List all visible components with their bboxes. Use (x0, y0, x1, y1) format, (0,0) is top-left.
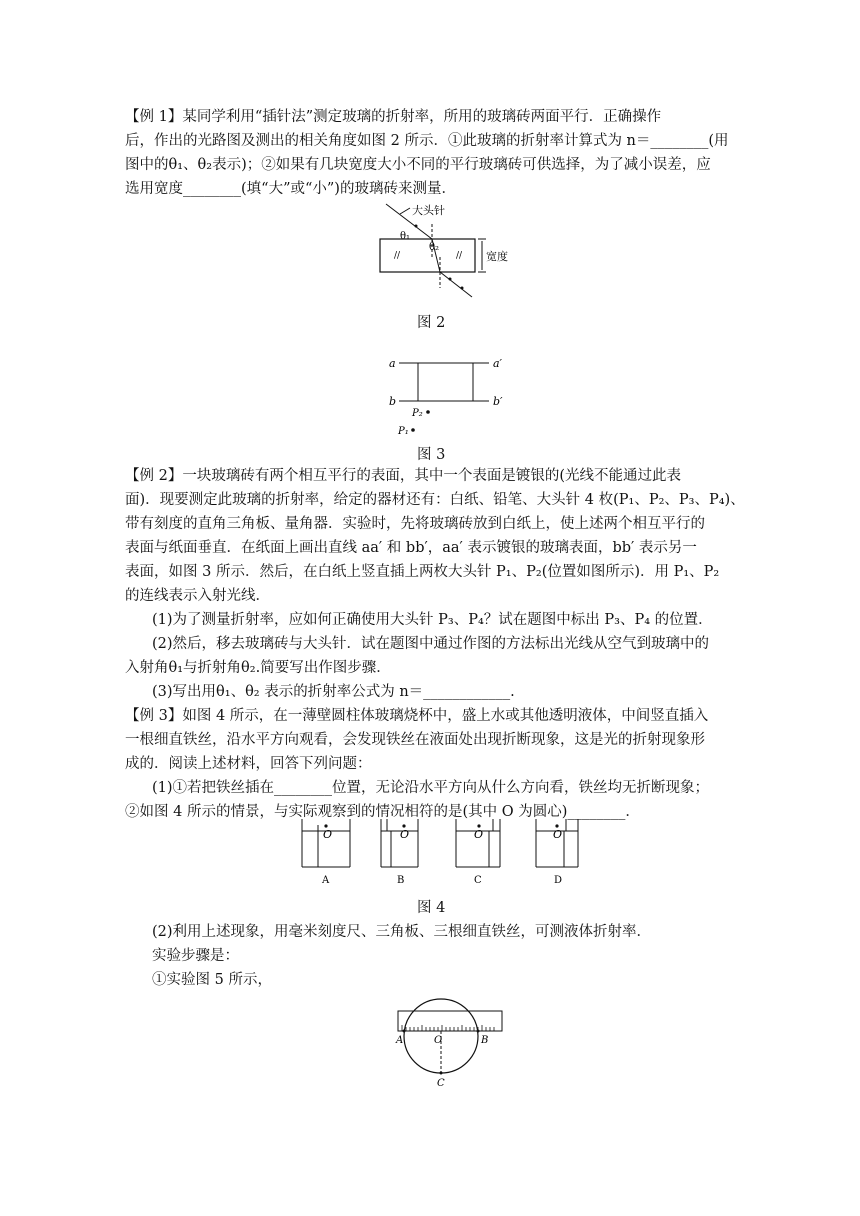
ex2-line-1: 【例 2】一块玻璃砖有两个相互平行的表面，其中一个表面是镀银的(光线不能通过此表 (125, 468, 681, 484)
ex2-question-2a: (2)然后，移去玻璃砖与大头针．试在题图中通过作图的方法标出光线从空气到玻璃中的 (152, 636, 710, 652)
beaker-d-center: O (553, 828, 563, 841)
label-p1: P₁ (398, 426, 409, 437)
ex2-line-3: 带有刻度的直角三角板、量角器．实验时，先将玻璃砖放到白纸上，使上述两个相互平行的 (125, 516, 705, 532)
beaker-b-label: B (397, 875, 405, 886)
figure-3 (385, 354, 515, 438)
width-label: 宽度 (486, 250, 508, 263)
ex3-question-1b: ②如图 4 所示的情景，与实际观察到的情况相符的是(其中 O 为圆心)________． (125, 804, 640, 820)
svg-text://: // (456, 251, 463, 261)
fig5-label-b: B (481, 1035, 489, 1046)
figure-5 (384, 996, 514, 1088)
beaker-c-label: C (474, 875, 482, 886)
label-b-prime: b′ (493, 395, 503, 408)
ex3-line-2: 一根细直铁丝，沿水平方向观看，会发现铁丝在液面处出现折断现象，这是光的折射现象形 (125, 732, 705, 748)
label-b: b (389, 395, 397, 408)
label-a: a (389, 357, 396, 370)
figure-4 (296, 815, 586, 890)
ex2-line-6: 的连线表示入射光线． (125, 588, 270, 604)
ex2-question-3: (3)写出用θ₁、θ₂ 表示的折射率公式为 n＝____________. (152, 684, 515, 700)
ex1-line-3: 图中的θ₁、θ₂表示)；②如果有几块宽度大小不同的平行玻璃砖可供选择，为了减小误差，应 (125, 157, 711, 173)
pin-label: 大头针 (412, 204, 445, 217)
ex3-step-1: ①实验图 5 所示， (152, 972, 272, 988)
caption-fig-2: 图 2 (417, 315, 446, 331)
theta1-label: θ₁ (400, 231, 411, 242)
beaker-d-label: D (554, 875, 563, 886)
ex3-question-2: (2)利用上述现象，用毫米刻度尺、三角板、三根细直铁丝，可测液体折射率． (152, 924, 652, 940)
beaker-b-center: O (400, 828, 410, 841)
ex2-question-1: (1)为了测量折射率，应如何正确使用大头针 P₃、P₄？试在题图中标出 P₃、P₄ 的位置． (152, 612, 713, 628)
ex1-line-2: 后，作出的光路图及测出的相关角度如图 2 所示．①此玻璃的折射率计算式为 n＝________(用 (125, 133, 729, 149)
ex3-steps-title: 实验步骤是： (152, 948, 239, 964)
ex2-line-4: 表面与纸面垂直．在纸面上画出直线 aa′ 和 bb′，aa′ 表示镀银的玻璃表面，bb′ 表示另一 (125, 540, 697, 556)
caption-fig-3: 图 3 (417, 447, 446, 463)
ex2-question-2b: 入射角θ₁与折射角θ₂.简要写出作图步骤． (125, 660, 391, 676)
figure-2 (372, 202, 517, 302)
label-a-prime: a′ (493, 357, 503, 370)
theta2-label: θ₂ (429, 242, 440, 253)
ex2-line-5: 表面，如图 3 所示．然后，在白纸上竖直插上两枚大头针 P₁、P₂(位置如图所示)．用 P₁、P₂ (125, 564, 720, 580)
ex1-line-4: 选用宽度________(填“大”或“小”)的玻璃砖来测量． (125, 181, 456, 197)
caption-fig-4: 图 4 (417, 900, 446, 916)
ex3-line-3: 成的．阅读上述材料，回答下列问题： (125, 756, 372, 772)
fig5-label-a: A (396, 1035, 404, 1046)
ex1-line-1: 【例 1】某同学利用“插针法”测定玻璃的折射率，所用的玻璃砖两面平行．正确操作 (125, 109, 662, 125)
label-p2: P₂ (412, 408, 423, 419)
beaker-a (302, 819, 350, 886)
beaker-a-label: A (322, 875, 330, 886)
beaker-c-center: O (474, 828, 484, 841)
svg-text://: // (394, 251, 401, 261)
beaker-d (536, 819, 578, 886)
ex2-line-2: 面)．现要测定此玻璃的折射率，给定的器材还有：白纸、铅笔、大头针 4 枚(P₁、P₂、P₃、P₄)、 (125, 492, 745, 508)
ex3-line-1: 【例 3】如图 4 所示，在一薄壁圆柱体玻璃烧杯中，盛上水或其他透明液体，中间竖直插入 (125, 708, 709, 724)
beaker-a-center: O (323, 828, 333, 841)
ex3-question-1a: (1)①若把铁丝插在________位置，无论沿水平方向从什么方向看，铁丝均无折断现象； (152, 780, 710, 796)
fig5-label-o: O (434, 1035, 443, 1046)
beaker-b (381, 819, 418, 886)
fig5-label-c: C (437, 1078, 445, 1088)
beaker-c (456, 819, 500, 886)
